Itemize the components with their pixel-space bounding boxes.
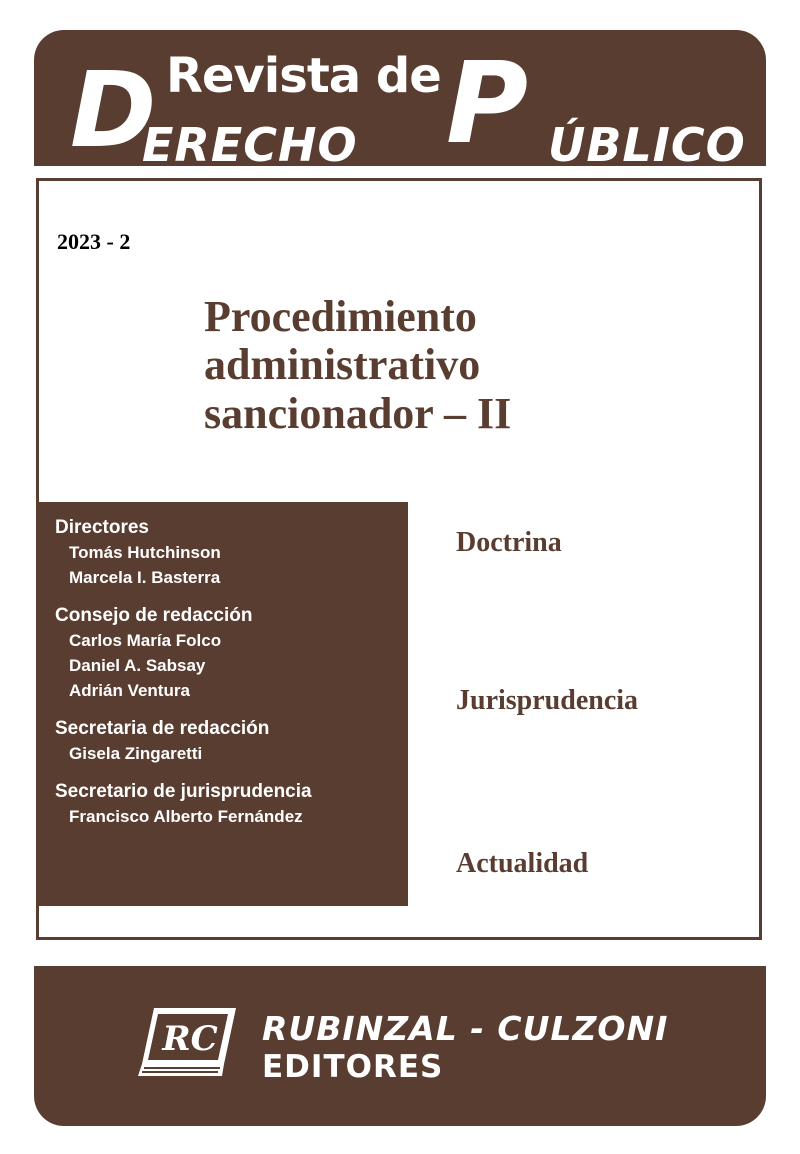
masthead-erecho: ERECHO xyxy=(142,118,358,166)
staff-group-secretaria xyxy=(55,717,408,766)
staff-group-directores xyxy=(55,516,408,590)
title-line: administrativo xyxy=(204,340,481,390)
staff-person: Daniel A. Sabsay xyxy=(69,656,206,675)
masthead-ublico: ÚBLICO xyxy=(548,118,746,166)
section-jurisprudencia: Jurisprudencia xyxy=(456,685,639,716)
issue-number: 2023 - 2 xyxy=(57,229,131,254)
book-logo-icon xyxy=(136,1002,240,1086)
staff-role: Consejo de redacción xyxy=(55,605,253,626)
staff-person: Adrián Ventura xyxy=(69,681,190,700)
staff-person: Gisela Zingaretti xyxy=(69,744,203,763)
staff-role: Directores xyxy=(55,517,149,538)
staff-person: Carlos María Folco xyxy=(69,631,222,650)
masthead-revista-de: Revista de xyxy=(166,48,441,104)
section-actualidad: Actualidad xyxy=(456,848,589,879)
staff-person: Marcela I. Basterra xyxy=(69,568,221,587)
cover-frame xyxy=(36,178,762,940)
staff-person: Francisco Alberto Fernández xyxy=(69,807,303,826)
section-doctrina: Doctrina xyxy=(456,527,562,558)
masthead-d: D xyxy=(70,49,157,166)
publisher-banner xyxy=(34,966,766,1126)
publisher-name: RUBINZAL - CULZONI xyxy=(262,1009,669,1048)
staff-role: Secretario de jurisprudencia xyxy=(55,781,312,802)
masthead-p: P xyxy=(446,39,529,166)
editorial-staff-box xyxy=(39,502,408,906)
svg-text:RC: RC xyxy=(162,1019,218,1059)
cover-title xyxy=(204,293,511,438)
publisher-subtitle: EDITORES xyxy=(262,1049,444,1085)
staff-person: Tomás Hutchinson xyxy=(69,543,221,562)
title-line: sancionador – II xyxy=(204,388,512,438)
staff-group-consejo xyxy=(55,604,408,703)
title-line: Procedimiento xyxy=(204,292,477,341)
staff-role: Secretaria de redacción xyxy=(55,718,270,739)
staff-group-secretario xyxy=(55,780,408,829)
masthead-banner xyxy=(34,30,766,166)
